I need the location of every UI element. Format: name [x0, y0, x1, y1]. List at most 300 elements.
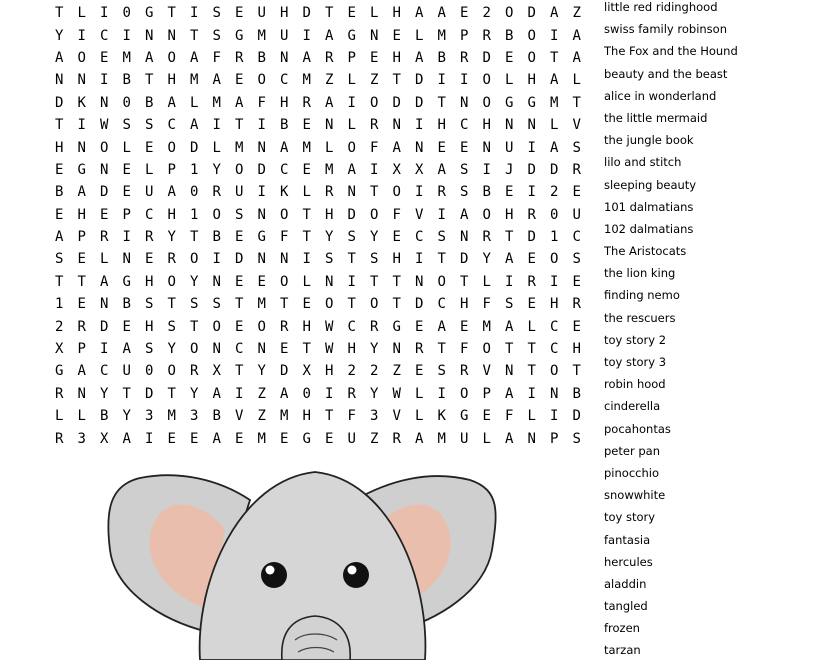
grid-row: [48, 181, 588, 203]
grid-letter: I: [235, 385, 244, 402]
grid-letter: G: [55, 363, 64, 380]
grid-letter: D: [460, 251, 469, 268]
word-list-item: finding nemo: [604, 288, 680, 303]
grid-letter: H: [280, 94, 289, 111]
grid-letter: A: [167, 94, 176, 111]
word-list-item: frozen: [604, 621, 640, 636]
left-eye: [261, 562, 287, 588]
grid-letter: G: [122, 273, 131, 290]
grid-letter: E: [415, 363, 424, 380]
grid-letter: P: [347, 49, 356, 66]
grid-letter: J: [505, 161, 514, 178]
grid-letter: D: [235, 251, 244, 268]
grid-letter: K: [280, 184, 289, 201]
grid-letter: I: [122, 229, 131, 246]
grid-letter: 1: [190, 206, 199, 223]
grid-letter: E: [55, 206, 64, 223]
grid-letter: L: [550, 117, 559, 134]
grid-letter: T: [235, 363, 244, 380]
grid-letter: E: [280, 341, 289, 358]
word-list-item: fantasia: [604, 532, 651, 547]
grid-letter: H: [55, 139, 64, 156]
grid-letter: H: [77, 206, 86, 223]
grid-letter: S: [212, 296, 221, 313]
word-list-item: cinderella: [604, 399, 661, 414]
grid-letter: 0: [122, 5, 131, 22]
grid-letter: N: [100, 161, 109, 178]
grid-letter: G: [77, 161, 86, 178]
grid-letter: T: [392, 296, 401, 313]
grid-letter: A: [280, 385, 289, 402]
grid-letter: Z: [325, 72, 334, 89]
grid-letter: O: [190, 251, 199, 268]
grid-letter: N: [280, 49, 289, 66]
grid-row: [48, 226, 588, 248]
grid-letter: Y: [100, 385, 109, 402]
grid-letter: L: [505, 72, 514, 89]
word-list-item: 102 dalmatians: [604, 221, 694, 236]
grid-row: [48, 405, 588, 427]
grid-letter: F: [370, 139, 379, 156]
grid-letter: A: [505, 385, 514, 402]
grid-letter: T: [167, 5, 176, 22]
grid-row: [48, 293, 588, 315]
grid-letter: L: [482, 273, 491, 290]
word-list-item: the jungle book: [604, 133, 694, 148]
word-list-item: tarzan: [604, 643, 641, 658]
grid-letter: T: [55, 273, 64, 290]
grid-letter: O: [460, 385, 469, 402]
grid-letter: A: [415, 5, 424, 22]
grid-letter: R: [370, 117, 379, 134]
grid-letter: T: [437, 94, 446, 111]
grid-letter: N: [392, 117, 401, 134]
grid-letter: O: [482, 72, 491, 89]
grid-letter: L: [55, 408, 64, 425]
word-list-item: robin hood: [604, 377, 666, 392]
grid-letter: S: [347, 229, 356, 246]
grid-letter: A: [415, 49, 424, 66]
grid-letter: M: [280, 408, 289, 425]
grid-letter: D: [527, 161, 536, 178]
grid-letter: I: [437, 385, 446, 402]
grid-letter: Y: [257, 363, 266, 380]
grid-letter: G: [145, 5, 154, 22]
grid-letter: A: [55, 49, 64, 66]
grid-letter: E: [460, 5, 469, 22]
grid-letter: E: [145, 251, 154, 268]
grid-letter: I: [100, 341, 109, 358]
grid-letter: S: [460, 184, 469, 201]
grid-letter: B: [212, 408, 221, 425]
grid-letter: N: [527, 430, 536, 447]
grid-letter: N: [122, 251, 131, 268]
grid-letter: T: [505, 229, 514, 246]
grid-letter: A: [572, 49, 581, 66]
word-search-grid: [48, 2, 588, 450]
grid-letter: B: [100, 408, 109, 425]
grid-letter: R: [527, 206, 536, 223]
grid-letter: A: [167, 184, 176, 201]
word-list-item: The Aristocats: [604, 244, 687, 259]
grid-letter: A: [77, 184, 86, 201]
grid-letter: P: [77, 341, 86, 358]
grid-letter: Y: [370, 385, 379, 402]
grid-letter: U: [235, 184, 244, 201]
grid-letter: G: [235, 27, 244, 44]
grid-row: [48, 159, 588, 181]
grid-letter: T: [437, 341, 446, 358]
grid-row: [48, 24, 588, 46]
grid-letter: E: [370, 49, 379, 66]
grid-letter: Y: [212, 161, 221, 178]
grid-letter: D: [257, 161, 266, 178]
grid-letter: D: [55, 94, 64, 111]
grid-letter: 2: [55, 318, 64, 335]
grid-letter: S: [505, 296, 514, 313]
grid-letter: I: [550, 408, 559, 425]
grid-letter: N: [77, 385, 86, 402]
grid-letter: A: [122, 341, 131, 358]
word-list-item: 101 dalmatians: [604, 199, 694, 214]
grid-letter: T: [235, 296, 244, 313]
grid-letter: S: [572, 139, 581, 156]
grid-letter: M: [482, 318, 491, 335]
grid-letter: E: [280, 430, 289, 447]
grid-letter: I: [257, 184, 266, 201]
grid-letter: M: [257, 27, 266, 44]
grid-letter: R: [415, 341, 424, 358]
word-list-item: beauty and the beast: [604, 66, 728, 81]
word-list-item: toy story: [604, 510, 656, 525]
grid-letter: B: [505, 27, 514, 44]
grid-letter: T: [280, 296, 289, 313]
grid-letter: R: [145, 229, 154, 246]
grid-letter: X: [100, 430, 109, 447]
grid-letter: I: [257, 117, 266, 134]
grid-letter: A: [505, 318, 514, 335]
grid-letter: S: [437, 229, 446, 246]
grid-letter: D: [550, 161, 559, 178]
grid-letter: N: [415, 273, 424, 290]
grid-letter: R: [167, 251, 176, 268]
grid-letter: T: [370, 184, 379, 201]
grid-letter: L: [347, 72, 356, 89]
grid-letter: 1: [190, 161, 199, 178]
grid-letter: T: [145, 72, 154, 89]
grid-letter: R: [212, 184, 221, 201]
grid-letter: L: [212, 139, 221, 156]
grid-letter: I: [460, 72, 469, 89]
grid-letter: X: [302, 363, 311, 380]
grid-letter: H: [302, 318, 311, 335]
grid-letter: A: [77, 363, 86, 380]
grid-letter: I: [347, 94, 356, 111]
grid-letter: Z: [370, 430, 379, 447]
grid-letter: O: [527, 27, 536, 44]
grid-letter: H: [572, 341, 581, 358]
grid-letter: U: [122, 363, 131, 380]
grid-letter: N: [212, 341, 221, 358]
grid-letter: V: [415, 206, 424, 223]
grid-letter: O: [550, 251, 559, 268]
grid-letter: R: [370, 318, 379, 335]
grid-letter: P: [460, 27, 469, 44]
grid-letter: R: [572, 161, 581, 178]
grid-letter: O: [77, 49, 86, 66]
grid-letter: H: [167, 206, 176, 223]
grid-letter: X: [212, 363, 221, 380]
grid-letter: S: [572, 251, 581, 268]
grid-letter: M: [212, 94, 221, 111]
grid-letter: 1: [550, 229, 559, 246]
grid-letter: 3: [145, 408, 154, 425]
grid-letter: Y: [190, 385, 199, 402]
grid-letter: E: [235, 273, 244, 290]
grid-letter: H: [145, 318, 154, 335]
grid-letter: E: [482, 408, 491, 425]
grid-letter: E: [167, 430, 176, 447]
grid-letter: Y: [370, 229, 379, 246]
grid-letter: D: [392, 94, 401, 111]
word-list-item: swiss family robinson: [604, 22, 727, 37]
grid-letter: R: [55, 430, 64, 447]
grid-letter: Y: [122, 408, 131, 425]
grid-letter: C: [347, 318, 356, 335]
grid-letter: N: [392, 341, 401, 358]
grid-letter: D: [280, 363, 289, 380]
word-list-item: toy story 2: [604, 332, 667, 347]
grid-letter: N: [257, 341, 266, 358]
grid-letter: N: [167, 27, 176, 44]
grid-letter: N: [145, 27, 154, 44]
grid-letter: R: [190, 363, 199, 380]
grid-letter: D: [145, 385, 154, 402]
grid-row: [48, 338, 588, 360]
grid-letter: I: [100, 72, 109, 89]
grid-letter: I: [527, 184, 536, 201]
grid-letter: 0: [302, 385, 311, 402]
grid-letter: T: [302, 206, 311, 223]
grid-letter: C: [280, 161, 289, 178]
grid-letter: S: [212, 5, 221, 22]
grid-letter: L: [572, 72, 581, 89]
grid-letter: A: [325, 27, 334, 44]
grid-letter: E: [145, 139, 154, 156]
grid-letter: N: [77, 139, 86, 156]
word-list-item: hercules: [604, 554, 653, 569]
grid-letter: Z: [572, 5, 581, 22]
grid-letter: L: [347, 117, 356, 134]
grid-letter: A: [550, 72, 559, 89]
word-list-item: pocahontas: [604, 421, 671, 436]
grid-letter: R: [572, 296, 581, 313]
grid-letter: R: [235, 49, 244, 66]
grid-letter: H: [145, 273, 154, 290]
grid-letter: C: [550, 341, 559, 358]
grid-letter: R: [527, 273, 536, 290]
word-list-item: pinocchio: [604, 465, 659, 480]
grid-letter: M: [167, 408, 176, 425]
grid-letter: H: [437, 117, 446, 134]
grid-letter: V: [235, 408, 244, 425]
grid-letter: B: [122, 72, 131, 89]
word-list-item: aladdin: [604, 576, 647, 591]
grid-row: [48, 248, 588, 270]
grid-letter: V: [572, 117, 581, 134]
grid-letter: H: [392, 49, 401, 66]
grid-row: [48, 92, 588, 114]
grid-letter: E: [235, 5, 244, 22]
word-list-item: the lion king: [604, 266, 676, 281]
grid-letter: D: [190, 139, 199, 156]
grid-letter: M: [325, 161, 334, 178]
grid-letter: B: [280, 117, 289, 134]
grid-letter: F: [482, 296, 491, 313]
grid-letter: U: [257, 5, 266, 22]
grid-letter: T: [572, 363, 581, 380]
grid-letter: A: [122, 430, 131, 447]
grid-letter: D: [527, 5, 536, 22]
grid-letter: O: [550, 363, 559, 380]
word-list-item: snowwhite: [604, 488, 666, 503]
grid-letter: T: [392, 273, 401, 290]
grid-row: [48, 360, 588, 382]
grid-letter: R: [77, 318, 86, 335]
grid-letter: E: [505, 184, 514, 201]
grid-letter: E: [235, 229, 244, 246]
grid-letter: C: [280, 72, 289, 89]
grid-letter: I: [415, 251, 424, 268]
grid-letter: I: [77, 117, 86, 134]
grid-letter: D: [100, 318, 109, 335]
grid-letter: T: [437, 251, 446, 268]
grid-letter: B: [437, 49, 446, 66]
grid-letter: N: [347, 184, 356, 201]
grid-letter: E: [122, 161, 131, 178]
grid-letter: B: [482, 184, 491, 201]
grid-letter: D: [347, 206, 356, 223]
grid-letter: L: [370, 5, 379, 22]
grid-letter: B: [145, 94, 154, 111]
grid-letter: R: [280, 318, 289, 335]
grid-letter: S: [145, 296, 154, 313]
grid-letter: T: [527, 363, 536, 380]
grid-letter: E: [415, 318, 424, 335]
grid-letter: A: [212, 430, 221, 447]
grid-letter: N: [257, 206, 266, 223]
grid-letter: O: [100, 139, 109, 156]
grid-letter: N: [212, 273, 221, 290]
grid-letter: H: [460, 296, 469, 313]
grid-letter: U: [460, 430, 469, 447]
grid-letter: O: [347, 139, 356, 156]
grid-letter: P: [550, 430, 559, 447]
grid-letter: I: [527, 139, 536, 156]
grid-letter: H: [392, 5, 401, 22]
grid-letter: O: [167, 49, 176, 66]
grid-letter: E: [100, 49, 109, 66]
grid-letter: H: [325, 206, 334, 223]
grid-letter: F: [347, 408, 356, 425]
grid-letter: X: [392, 161, 401, 178]
grid-letter: 3: [77, 430, 86, 447]
grid-letter: E: [302, 117, 311, 134]
grid-letter: R: [482, 27, 491, 44]
grid-letter: L: [145, 161, 154, 178]
grid-letter: B: [572, 385, 581, 402]
grid-letter: C: [235, 341, 244, 358]
word-list-item: tangled: [604, 599, 648, 614]
grid-row: [48, 114, 588, 136]
grid-letter: N: [505, 363, 514, 380]
grid-row: [48, 315, 588, 337]
grid-letter: S: [167, 318, 176, 335]
grid-letter: T: [167, 296, 176, 313]
grid-letter: E: [392, 27, 401, 44]
grid-letter: 2: [347, 363, 356, 380]
grid-letter: S: [437, 363, 446, 380]
grid-letter: A: [505, 251, 514, 268]
grid-letter: R: [302, 94, 311, 111]
grid-letter: M: [190, 72, 199, 89]
grid-letter: F: [212, 49, 221, 66]
grid-letter: D: [415, 72, 424, 89]
grid-letter: L: [100, 251, 109, 268]
grid-letter: O: [482, 341, 491, 358]
grid-letter: N: [482, 139, 491, 156]
grid-letter: A: [190, 117, 199, 134]
grid-letter: 0: [550, 206, 559, 223]
grid-row: [48, 383, 588, 405]
grid-letter: R: [482, 229, 491, 246]
grid-letter: T: [347, 296, 356, 313]
grid-row: [48, 69, 588, 91]
grid-letter: D: [100, 184, 109, 201]
grid-letter: A: [190, 49, 199, 66]
grid-letter: 0: [122, 94, 131, 111]
grid-letter: D: [527, 229, 536, 246]
grid-letter: E: [572, 318, 581, 335]
grid-letter: V: [482, 363, 491, 380]
grid-letter: T: [190, 229, 199, 246]
grid-letter: M: [257, 430, 266, 447]
grid-letter: C: [572, 229, 581, 246]
grid-letter: U: [280, 27, 289, 44]
grid-letter: S: [55, 251, 64, 268]
grid-letter: O: [235, 161, 244, 178]
word-list: [604, 0, 814, 666]
grid-letter: M: [302, 139, 311, 156]
grid-letter: Z: [392, 363, 401, 380]
grid-letter: T: [325, 408, 334, 425]
grid-letter: A: [302, 49, 311, 66]
grid-letter: Y: [325, 229, 334, 246]
grid-letter: F: [392, 206, 401, 223]
grid-letter: N: [100, 296, 109, 313]
grid-letter: O: [482, 206, 491, 223]
grid-letter: I: [482, 161, 491, 178]
grid-letter: I: [212, 251, 221, 268]
grid-letter: E: [527, 251, 536, 268]
grid-letter: T: [370, 273, 379, 290]
grid-letter: 3: [370, 408, 379, 425]
grid-letter: E: [235, 430, 244, 447]
grid-letter: E: [437, 139, 446, 156]
grid-letter: I: [415, 117, 424, 134]
grid-letter: Y: [190, 273, 199, 290]
word-list-item: alice in wonderland: [604, 88, 717, 103]
